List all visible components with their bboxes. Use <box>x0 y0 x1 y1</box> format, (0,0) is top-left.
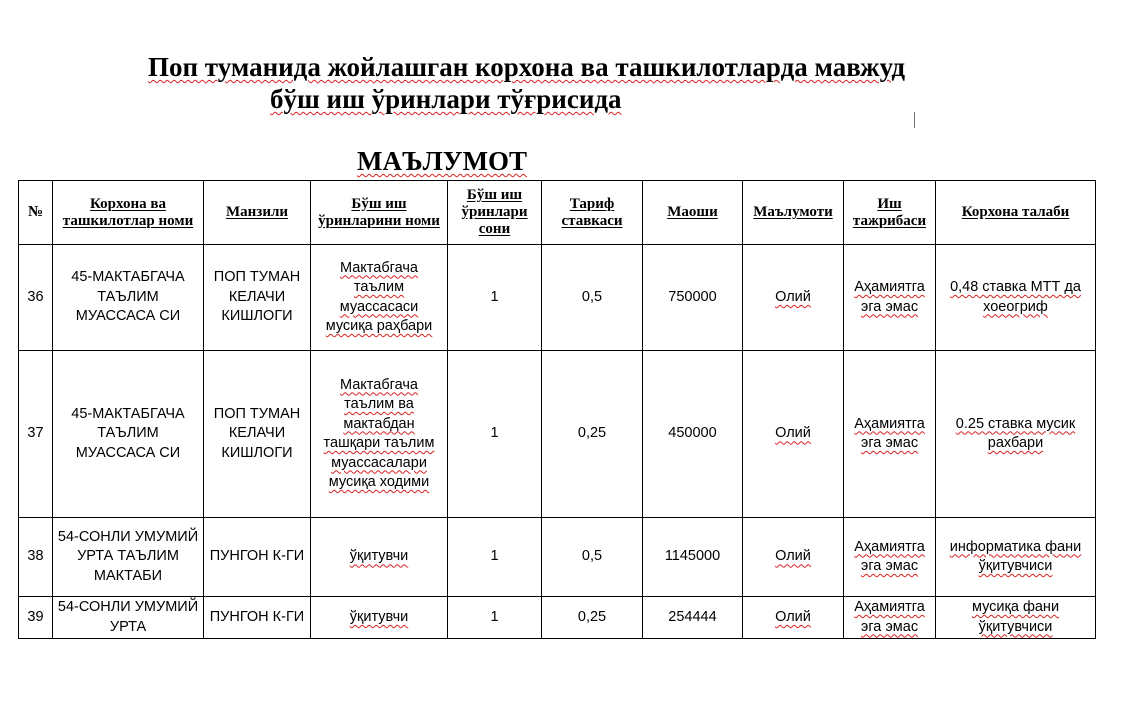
header-experience: Иш тажрибаси <box>844 181 936 245</box>
table-row <box>19 518 1096 597</box>
cell-number: 38 <box>19 518 53 597</box>
cell-number: 39 <box>19 597 53 639</box>
cell-requirement: мусиқа фани ўқитувчиси <box>936 597 1096 639</box>
header-salary: Маоши <box>643 181 743 245</box>
cell-position: ўқитувчи <box>311 597 448 639</box>
cell-organization: 54-СОНЛИ УМУМИЙ УРТА ТАЪЛИМ МАКТАБИ <box>53 518 204 597</box>
cell-organization: 45-МАКТАБГАЧА ТАЪЛИМ МУАССАСА СИ <box>53 245 204 351</box>
cell-number: 37 <box>19 351 53 518</box>
cell-education: Олий <box>743 351 844 518</box>
cell-address: ПОП ТУМАН КЕЛАЧИ КИШЛОГИ <box>204 351 311 518</box>
header-vacancy-name: Бўш иш ўринларини номи <box>311 181 448 245</box>
cell-address: ПУНГОН К-ГИ <box>204 597 311 639</box>
table-row <box>19 245 1096 351</box>
header-address: Манзили <box>204 181 311 245</box>
cell-salary: 450000 <box>643 351 743 518</box>
header-requirement: Корхона талаби <box>936 181 1096 245</box>
header-tariff-rate: Тариф ставкаси <box>542 181 643 245</box>
cell-experience: Аҳамиятга эга эмас <box>844 351 936 518</box>
cell-count: 1 <box>448 518 542 597</box>
cell-rate: 0,5 <box>542 245 643 351</box>
cell-address: ПОП ТУМАН КЕЛАЧИ КИШЛОГИ <box>204 245 311 351</box>
table-row <box>19 597 1096 639</box>
cell-position: Мактабгача таълим муассасаси мусиқа раҳбари <box>311 245 448 351</box>
cell-organization: 54-СОНЛИ УМУМИЙ УРТА <box>53 597 204 639</box>
table-row <box>19 351 1096 518</box>
cell-education: Олий <box>743 518 844 597</box>
cell-rate: 0,25 <box>542 597 643 639</box>
document-heading: МАЪЛУМОТ <box>357 146 528 176</box>
header-organization: Корхона ва ташкилотлар номи <box>53 181 204 245</box>
cell-number: 36 <box>19 245 53 351</box>
cell-count: 1 <box>448 351 542 518</box>
cell-salary: 1145000 <box>643 518 743 597</box>
table-header-row <box>19 181 1096 245</box>
cell-address: ПУНГОН К-ГИ <box>204 518 311 597</box>
cell-salary: 750000 <box>643 245 743 351</box>
header-number: № <box>19 181 53 245</box>
cell-rate: 0,25 <box>542 351 643 518</box>
cell-rate: 0,5 <box>542 518 643 597</box>
document-title-line-2: бўш иш ўринлари тўғрисида <box>270 84 622 114</box>
document-title-line-1: Поп туманида жойлашган корхона ва ташкилотларда мавжуд <box>148 52 906 82</box>
cell-salary: 254444 <box>643 597 743 639</box>
vacancies-table <box>18 180 1096 639</box>
header-education: Маълумоти <box>743 181 844 245</box>
cell-education: Олий <box>743 597 844 639</box>
cell-requirement: информатика фани ўқитувчиси <box>936 518 1096 597</box>
cell-experience: Аҳамиятга эга эмас <box>844 518 936 597</box>
cell-organization: 45-МАКТАБГАЧА ТАЪЛИМ МУАССАСА СИ <box>53 351 204 518</box>
cell-count: 1 <box>448 245 542 351</box>
text-cursor <box>914 112 915 128</box>
cell-position: ўқитувчи <box>311 518 448 597</box>
cell-experience: Аҳамиятга эга эмас <box>844 245 936 351</box>
header-vacancy-count: Бўш иш ўринлари сони <box>448 181 542 245</box>
cell-education: Олий <box>743 245 844 351</box>
cell-experience: Аҳамиятга эга эмас <box>844 597 936 639</box>
cell-requirement: 0,48 ставка МТТ да хоеогриф <box>936 245 1096 351</box>
cell-count: 1 <box>448 597 542 639</box>
cell-requirement: 0.25 ставка мусик рахбари <box>936 351 1096 518</box>
cell-position: Мактабгача таълим ва мактабдан ташқари таълим муассасалари мусиқа ходими <box>311 351 448 518</box>
